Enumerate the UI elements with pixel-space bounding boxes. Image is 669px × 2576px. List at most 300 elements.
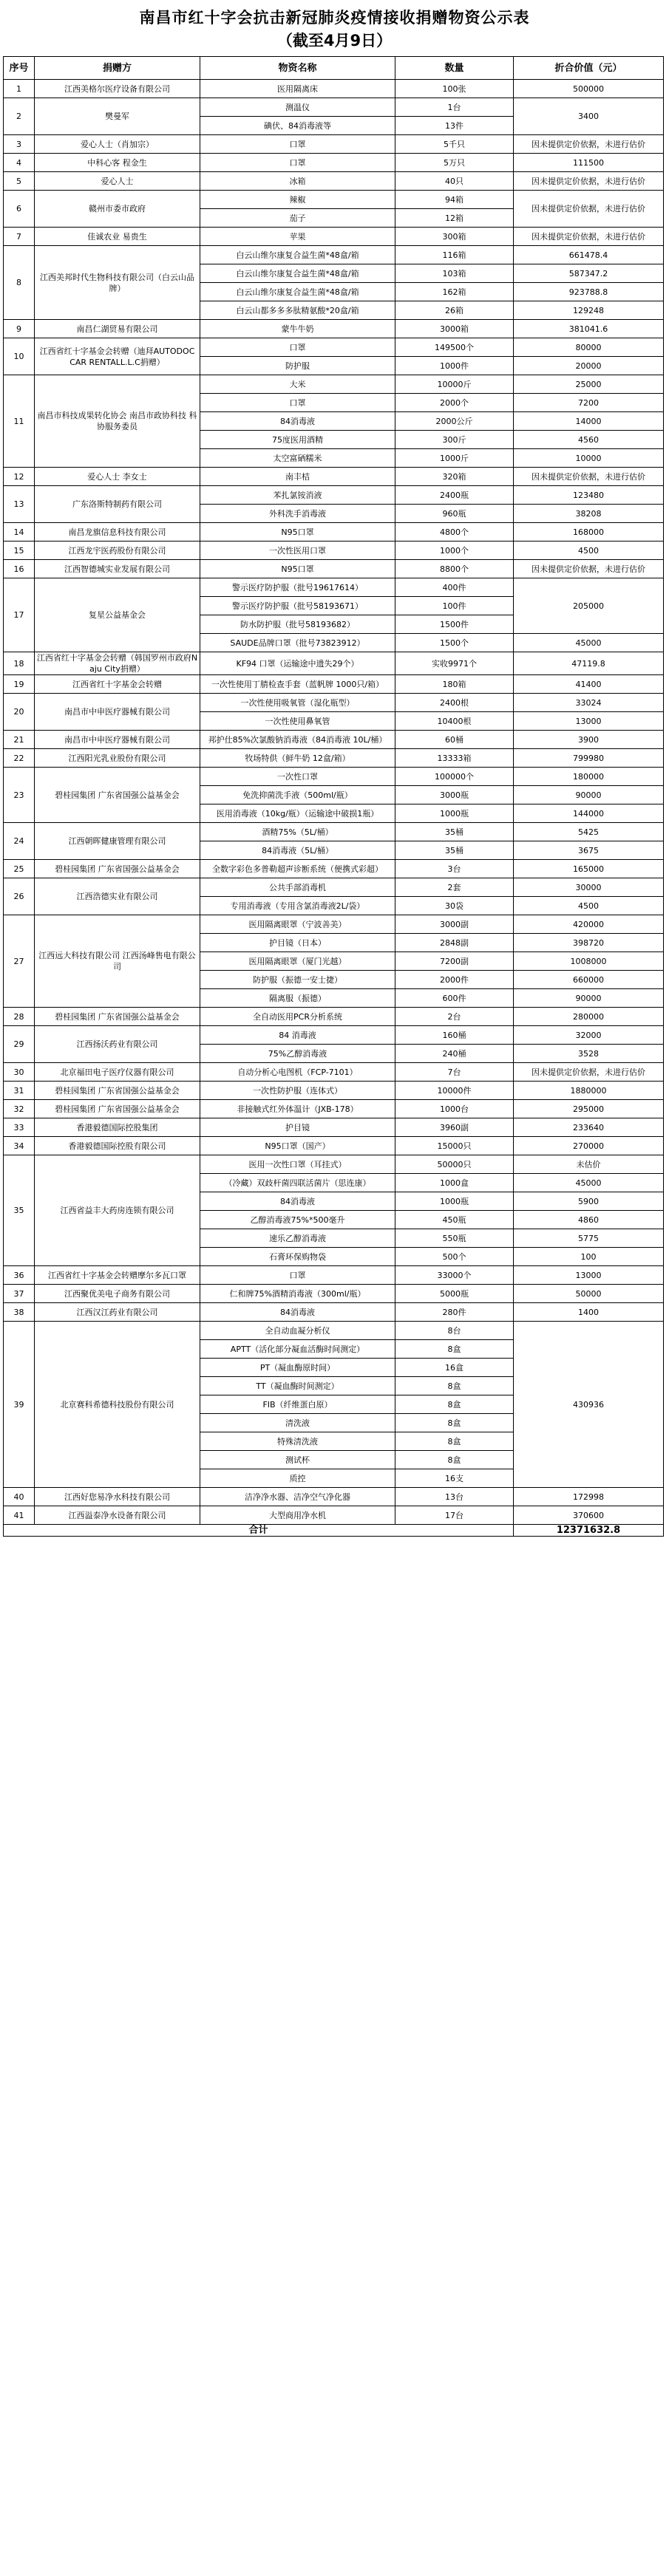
table-row [4, 228, 664, 246]
cell-quantity: 2000件 [395, 971, 514, 989]
cell-item-name: 大型商用净水机 [200, 1506, 395, 1525]
cell-item-name: 医用隔离眼罩（厦门光越） [200, 952, 395, 971]
cell-quantity: 1000瓶 [395, 804, 514, 823]
cell-quantity: 100张 [395, 80, 514, 98]
cell-item-name: 苹果 [200, 228, 395, 246]
cell-quantity: 16支 [395, 1469, 514, 1488]
cell-donor: 江西省益丰大药房连锁有限公司 [35, 1155, 200, 1266]
cell-donor: 爱心人士 [35, 172, 200, 191]
cell-quantity: 8盒 [395, 1451, 514, 1469]
cell-no: 15 [4, 541, 35, 560]
cell-quantity: 13333箱 [395, 749, 514, 768]
table-row [4, 1285, 664, 1303]
cell-donor: 樊曼军 [35, 98, 200, 135]
cell-quantity: 240桶 [395, 1045, 514, 1063]
cell-quantity: 1000瓶 [395, 1192, 514, 1211]
cell-item-name: 防水防护服（批号58193682） [200, 615, 395, 634]
cell-donor: 江西美格尔医疗设备有限公司 [35, 80, 200, 98]
cell-value: 3900 [514, 731, 664, 749]
cell-no: 8 [4, 246, 35, 320]
cell-no: 39 [4, 1322, 35, 1488]
cell-item-name: 一次性使用鼻氧管 [200, 712, 395, 731]
header-donor: 捐赠方 [35, 57, 200, 80]
cell-quantity: 100000个 [395, 768, 514, 786]
page-title: 南昌市红十字会抗击新冠肺炎疫情接收捐赠物资公示表 [139, 9, 530, 27]
cell-donor: 江西好您易净水科技有限公司 [35, 1488, 200, 1506]
cell-item-name: 速乐乙醇消毒液 [200, 1229, 395, 1248]
cell-value: 50000 [514, 1285, 664, 1303]
cell-value: 100 [514, 1248, 664, 1266]
cell-item-name: 测温仪 [200, 98, 395, 117]
cell-item-name: 仁和牌75%酒精消毒液（300ml/瓶） [200, 1285, 395, 1303]
cell-value: 33024 [514, 694, 664, 712]
cell-item-name: 84消毒液（5L/桶） [200, 841, 395, 860]
header-quantity: 数量 [395, 57, 514, 80]
cell-quantity: 2套 [395, 878, 514, 897]
cell-quantity: 2台 [395, 1008, 514, 1026]
cell-quantity: 600件 [395, 989, 514, 1008]
cell-no: 41 [4, 1506, 35, 1525]
cell-item-name: 隔离服（振德） [200, 989, 395, 1008]
cell-value: 90000 [514, 786, 664, 804]
cell-no: 27 [4, 915, 35, 1008]
table-row [4, 486, 664, 505]
table-row [4, 694, 664, 712]
cell-donor: 江西扬沃药业有限公司 [35, 1026, 200, 1063]
cell-value: 41400 [514, 675, 664, 694]
total-row [4, 1525, 664, 1537]
cell-value: 3675 [514, 841, 664, 860]
cell-no: 25 [4, 860, 35, 878]
cell-value: 500000 [514, 80, 664, 98]
cell-item-name: 医用隔离床 [200, 80, 395, 98]
cell-donor: 赣州市委市政府 [35, 191, 200, 228]
cell-value: 430936 [514, 1322, 664, 1488]
cell-quantity: 3000箱 [395, 320, 514, 338]
cell-quantity: 1000个 [395, 541, 514, 560]
cell-no: 36 [4, 1266, 35, 1285]
cell-quantity: 1000台 [395, 1100, 514, 1118]
cell-item-name: 茄子 [200, 209, 395, 228]
cell-item-name: 大米 [200, 375, 395, 394]
cell-value: 4860 [514, 1211, 664, 1229]
cell-item-name: 乙醇消毒液75%*500毫升 [200, 1211, 395, 1229]
cell-item-name: 84消毒液 [200, 412, 395, 431]
cell-no: 32 [4, 1100, 35, 1118]
cell-quantity: 16盒 [395, 1359, 514, 1377]
cell-value: 32000 [514, 1026, 664, 1045]
cell-no: 6 [4, 191, 35, 228]
cell-quantity: 8800个 [395, 560, 514, 578]
cell-value: 370600 [514, 1506, 664, 1525]
cell-quantity: 3000副 [395, 915, 514, 934]
cell-item-name: 75%乙醇消毒液 [200, 1045, 395, 1063]
cell-quantity: 10000斤 [395, 375, 514, 394]
cell-value: 3400 [514, 98, 664, 135]
cell-quantity: 1000件 [395, 357, 514, 375]
cell-no: 5 [4, 172, 35, 191]
cell-value: 5425 [514, 823, 664, 841]
table-row [4, 468, 664, 486]
cell-donor: 江西阳光乳业股份有限公司 [35, 749, 200, 768]
cell-quantity: 17台 [395, 1506, 514, 1525]
cell-no: 18 [4, 652, 35, 675]
cell-no: 38 [4, 1303, 35, 1322]
cell-item-name: 医用一次性口罩（耳挂式） [200, 1155, 395, 1174]
table-row [4, 98, 664, 117]
cell-value: 381041.6 [514, 320, 664, 338]
cell-item-name: 苯扎氯铵消液 [200, 486, 395, 505]
cell-quantity: 5千只 [395, 135, 514, 154]
cell-item-name: 一次性医用口罩 [200, 541, 395, 560]
cell-item-name: 口罩 [200, 338, 395, 357]
cell-value: 205000 [514, 578, 664, 634]
cell-item-name: 口罩 [200, 154, 395, 172]
cell-value: 因未提供定价依据，未进行估价 [514, 135, 664, 154]
cell-value: 923788.8 [514, 283, 664, 301]
cell-donor: 南昌市中申医疗器械有限公司 [35, 694, 200, 731]
cell-no: 3 [4, 135, 35, 154]
cell-item-name: N95口罩 [200, 523, 395, 541]
cell-value: 420000 [514, 915, 664, 934]
table-row [4, 1488, 664, 1506]
cell-quantity: 8盒 [395, 1340, 514, 1359]
cell-value: 295000 [514, 1100, 664, 1118]
cell-quantity: 550瓶 [395, 1229, 514, 1248]
cell-value: 165000 [514, 860, 664, 878]
cell-value: 25000 [514, 375, 664, 394]
cell-no: 4 [4, 154, 35, 172]
cell-no: 2 [4, 98, 35, 135]
cell-quantity: 40只 [395, 172, 514, 191]
cell-quantity: 50000只 [395, 1155, 514, 1174]
table-row [4, 1082, 664, 1100]
table-row [4, 1303, 664, 1322]
cell-donor: 北京福田电子医疗仪器有限公司 [35, 1063, 200, 1082]
cell-value: 1008000 [514, 952, 664, 971]
cell-item-name: 邦护仕85%次氯酸钠消毒液（84消毒液 10L/桶） [200, 731, 395, 749]
cell-quantity: 94箱 [395, 191, 514, 209]
cell-item-name: 84 消毒液 [200, 1026, 395, 1045]
cell-item-name: SAUDE品牌口罩（批号73823912） [200, 634, 395, 652]
cell-item-name: 护目镜（日本） [200, 934, 395, 952]
cell-quantity: 2000个 [395, 394, 514, 412]
cell-item-name: KF94 口罩（运输途中遗失29个） [200, 652, 395, 675]
cell-no: 20 [4, 694, 35, 731]
cell-quantity: 300斤 [395, 431, 514, 449]
cell-quantity: 400件 [395, 578, 514, 597]
cell-value: 172998 [514, 1488, 664, 1506]
cell-quantity: 2400瓶 [395, 486, 514, 505]
cell-quantity: 1500个 [395, 634, 514, 652]
cell-value: 5775 [514, 1229, 664, 1248]
table-row [4, 578, 664, 597]
cell-donor: 佳诚农业 易贵生 [35, 228, 200, 246]
cell-quantity: 60桶 [395, 731, 514, 749]
cell-item-name: APTT（活化部分凝血活酶时间测定） [200, 1340, 395, 1359]
cell-value: 4500 [514, 897, 664, 915]
cell-value: 30000 [514, 878, 664, 897]
cell-value: 13000 [514, 1266, 664, 1285]
cell-value: 14000 [514, 412, 664, 431]
cell-value: 1880000 [514, 1082, 664, 1100]
cell-donor: 江西聚优美电子商务有限公司 [35, 1285, 200, 1303]
cell-no: 11 [4, 375, 35, 468]
table-row [4, 191, 664, 209]
cell-donor: 江西省红十字基金会转赠（韩国罗州市政府Naju City捐赠） [35, 652, 200, 675]
cell-no: 16 [4, 560, 35, 578]
cell-quantity: 280件 [395, 1303, 514, 1322]
table-row [4, 338, 664, 357]
cell-value: 10000 [514, 449, 664, 468]
cell-item-name: 一次性使用吸氧管（湿化瓶型） [200, 694, 395, 712]
cell-quantity: 26箱 [395, 301, 514, 320]
donation-table [3, 56, 664, 1537]
total-label: 合计 [4, 1525, 514, 1537]
cell-no: 7 [4, 228, 35, 246]
cell-quantity: 116箱 [395, 246, 514, 264]
cell-donor: 南昌仁湖贸易有限公司 [35, 320, 200, 338]
table-row [4, 1026, 664, 1045]
cell-value: 45000 [514, 634, 664, 652]
cell-item-name: PT（凝血酶原时间） [200, 1359, 395, 1377]
cell-no: 19 [4, 675, 35, 694]
cell-item-name: 南丰桔 [200, 468, 395, 486]
cell-no: 17 [4, 578, 35, 652]
cell-value: 180000 [514, 768, 664, 786]
table-row [4, 541, 664, 560]
cell-donor: 复星公益基金会 [35, 578, 200, 652]
cell-donor: 香港毅德国际控股有限公司 [35, 1137, 200, 1155]
cell-value: 1400 [514, 1303, 664, 1322]
header-no: 序号 [4, 57, 35, 80]
cell-value: 90000 [514, 989, 664, 1008]
cell-item-name: 碘伏、84消毒液等 [200, 117, 395, 135]
cell-item-name: 防护服（振德一安士捷） [200, 971, 395, 989]
table-row [4, 154, 664, 172]
cell-quantity: 13台 [395, 1488, 514, 1506]
cell-no: 29 [4, 1026, 35, 1063]
cell-donor: 香港毅德国际控股集团 [35, 1118, 200, 1137]
table-row [4, 172, 664, 191]
cell-value: 因未提供定价依据，未进行估价 [514, 1063, 664, 1082]
cell-no: 14 [4, 523, 35, 541]
table-row [4, 1008, 664, 1026]
cell-quantity: 8盒 [395, 1395, 514, 1414]
cell-item-name: 警示医疗防护服（批号19617614） [200, 578, 395, 597]
cell-value: 因未提供定价依据，未进行估价 [514, 172, 664, 191]
cell-item-name: 医用消毒液（10kg/瓶）（运输途中破损1瓶） [200, 804, 395, 823]
table-row [4, 1137, 664, 1155]
cell-item-name: 医用隔离眼罩（宁波善美） [200, 915, 395, 934]
cell-quantity: 450瓶 [395, 1211, 514, 1229]
cell-value: 660000 [514, 971, 664, 989]
cell-no: 40 [4, 1488, 35, 1506]
cell-donor: 爱心人士 李女士 [35, 468, 200, 486]
total-value: 12371632.8 [514, 1525, 664, 1537]
cell-no: 24 [4, 823, 35, 860]
cell-no: 13 [4, 486, 35, 523]
table-row [4, 523, 664, 541]
cell-donor: 中科心客 程金生 [35, 154, 200, 172]
cell-quantity: 4800个 [395, 523, 514, 541]
cell-item-name: 公共手部消毒机 [200, 878, 395, 897]
cell-item-name: （冷藏）双歧杆菌四联活菌片（思连康） [200, 1174, 395, 1192]
cell-item-name: 蒙牛牛奶 [200, 320, 395, 338]
cell-value: 144000 [514, 804, 664, 823]
cell-quantity: 1500件 [395, 615, 514, 634]
cell-donor: 江西浩德实业有限公司 [35, 878, 200, 915]
table-row [4, 246, 664, 264]
cell-no: 22 [4, 749, 35, 768]
cell-value: 111500 [514, 154, 664, 172]
cell-donor: 碧桂园集团 广东省国强公益基金会 [35, 1100, 200, 1118]
cell-donor: 江西省红十字基金会转赠 [35, 675, 200, 694]
cell-no: 21 [4, 731, 35, 749]
cell-value: 233640 [514, 1118, 664, 1137]
table-row [4, 560, 664, 578]
cell-item-name: 太空富硒糯米 [200, 449, 395, 468]
cell-quantity: 149500个 [395, 338, 514, 357]
cell-no: 30 [4, 1063, 35, 1082]
cell-donor: 南昌市中申医疗器械有限公司 [35, 731, 200, 749]
cell-value: 因未提供定价依据，未进行估价 [514, 228, 664, 246]
cell-quantity: 1台 [395, 98, 514, 117]
cell-item-name: N95口罩 [200, 560, 395, 578]
cell-item-name: 质控 [200, 1469, 395, 1488]
cell-quantity: 2000公斤 [395, 412, 514, 431]
cell-donor: 江西美邦时代生物科技有限公司（白云山品牌） [35, 246, 200, 320]
cell-donor: 江西智德城实业发展有限公司 [35, 560, 200, 578]
cell-quantity: 13件 [395, 117, 514, 135]
cell-quantity: 35桶 [395, 841, 514, 860]
cell-no: 37 [4, 1285, 35, 1303]
cell-item-name: FIB（纤维蛋白原） [200, 1395, 395, 1414]
cell-item-name: 辣椒 [200, 191, 395, 209]
table-row [4, 1322, 664, 1340]
cell-item-name: 石膏环保购物袋 [200, 1248, 395, 1266]
cell-quantity: 5000瓶 [395, 1285, 514, 1303]
cell-item-name: 一次性口罩 [200, 768, 395, 786]
table-row [4, 1155, 664, 1174]
cell-quantity: 162箱 [395, 283, 514, 301]
cell-item-name: 一次性防护服（连体式） [200, 1082, 395, 1100]
cell-donor: 南昌市科技成果转化协会 南昌市政协科技 科协服务委员 [35, 375, 200, 468]
table-row [4, 768, 664, 786]
cell-donor: 江西溢泰净水设备有限公司 [35, 1506, 200, 1525]
cell-item-name: N95口罩（国产） [200, 1137, 395, 1155]
table-row [4, 652, 664, 675]
cell-item-name: 口罩 [200, 1266, 395, 1285]
cell-quantity: 10000件 [395, 1082, 514, 1100]
cell-item-name: 冰箱 [200, 172, 395, 191]
cell-donor: 江西远大科技有限公司 江西汤峰售电有限公司 [35, 915, 200, 1008]
cell-donor: 碧桂园集团 广东省国强公益基金会 [35, 1082, 200, 1100]
cell-quantity: 7200副 [395, 952, 514, 971]
cell-donor: 碧桂园集团 广东省国强公益基金会 [35, 1008, 200, 1026]
cell-no: 34 [4, 1137, 35, 1155]
header-item: 物资名称 [200, 57, 395, 80]
cell-quantity: 500个 [395, 1248, 514, 1266]
cell-value: 799980 [514, 749, 664, 768]
cell-value: 因未提供定价依据，未进行估价 [514, 468, 664, 486]
cell-item-name: 防护服 [200, 357, 395, 375]
table-row [4, 1266, 664, 1285]
cell-item-name: 特殊清洗液 [200, 1432, 395, 1451]
cell-quantity: 5万只 [395, 154, 514, 172]
cell-quantity: 1000盒 [395, 1174, 514, 1192]
cell-item-name: 洁净净水器、洁净空气净化器 [200, 1488, 395, 1506]
cell-donor: 碧桂园集团 广东省国强公益基金会 [35, 860, 200, 878]
cell-item-name: 84消毒液 [200, 1303, 395, 1322]
cell-value: 587347.2 [514, 264, 664, 283]
cell-item-name: 一次性使用丁腈检查手套（蓝帆牌 1000只/箱） [200, 675, 395, 694]
cell-value: 4560 [514, 431, 664, 449]
cell-no: 31 [4, 1082, 35, 1100]
cell-quantity: 30袋 [395, 897, 514, 915]
table-row [4, 915, 664, 934]
cell-quantity: 8盒 [395, 1377, 514, 1395]
cell-value: 45000 [514, 1174, 664, 1192]
cell-item-name: 非接触式红外体温计（JXB-178） [200, 1100, 395, 1118]
cell-value: 7200 [514, 394, 664, 412]
table-header-row [4, 57, 664, 80]
cell-quantity: 15000只 [395, 1137, 514, 1155]
cell-value: 168000 [514, 523, 664, 541]
cell-value: 270000 [514, 1137, 664, 1155]
header-value: 折合价值（元） [514, 57, 664, 80]
cell-quantity: 3台 [395, 860, 514, 878]
cell-quantity: 3960副 [395, 1118, 514, 1137]
cell-item-name: 白云山都多多多肽精氨酸*20盒/箱 [200, 301, 395, 320]
cell-item-name: 警示医疗防护服（批号58193671） [200, 597, 395, 615]
cell-value: 3528 [514, 1045, 664, 1063]
cell-quantity: 103箱 [395, 264, 514, 283]
cell-value: 661478.4 [514, 246, 664, 264]
cell-quantity: 10400根 [395, 712, 514, 731]
table-row [4, 1063, 664, 1082]
cell-item-name: 75度医用酒精 [200, 431, 395, 449]
cell-item-name: 酒精75%（5L/桶） [200, 823, 395, 841]
cell-value: 398720 [514, 934, 664, 952]
cell-no: 23 [4, 768, 35, 823]
cell-value: 80000 [514, 338, 664, 357]
cell-donor: 北京赛科希德科技股份有限公司 [35, 1322, 200, 1488]
table-row [4, 731, 664, 749]
table-row [4, 860, 664, 878]
cell-value: 123480 [514, 486, 664, 505]
cell-donor: 江西龙宇医药股份有限公司 [35, 541, 200, 560]
table-row [4, 749, 664, 768]
cell-item-name: 白云山维尔康复合益生菌*48盒/箱 [200, 283, 395, 301]
cell-item-name: 牧场特供（鲜牛奶 12盒/箱） [200, 749, 395, 768]
cell-quantity: 180箱 [395, 675, 514, 694]
cell-no: 35 [4, 1155, 35, 1266]
cell-no: 1 [4, 80, 35, 98]
cell-item-name: 84消毒液 [200, 1192, 395, 1211]
table-row [4, 375, 664, 394]
cell-donor: 江西省红十字基金会转赠（迪拜AUTODOC CAR RENTALL.L.C捐赠） [35, 338, 200, 375]
cell-quantity: 7台 [395, 1063, 514, 1082]
cell-value: 13000 [514, 712, 664, 731]
cell-no: 9 [4, 320, 35, 338]
cell-item-name: 全自动医用PCR分析系统 [200, 1008, 395, 1026]
cell-value: 47119.8 [514, 652, 664, 675]
cell-quantity: 3000瓶 [395, 786, 514, 804]
cell-value: 129248 [514, 301, 664, 320]
cell-value: 20000 [514, 357, 664, 375]
cell-value: 5900 [514, 1192, 664, 1211]
